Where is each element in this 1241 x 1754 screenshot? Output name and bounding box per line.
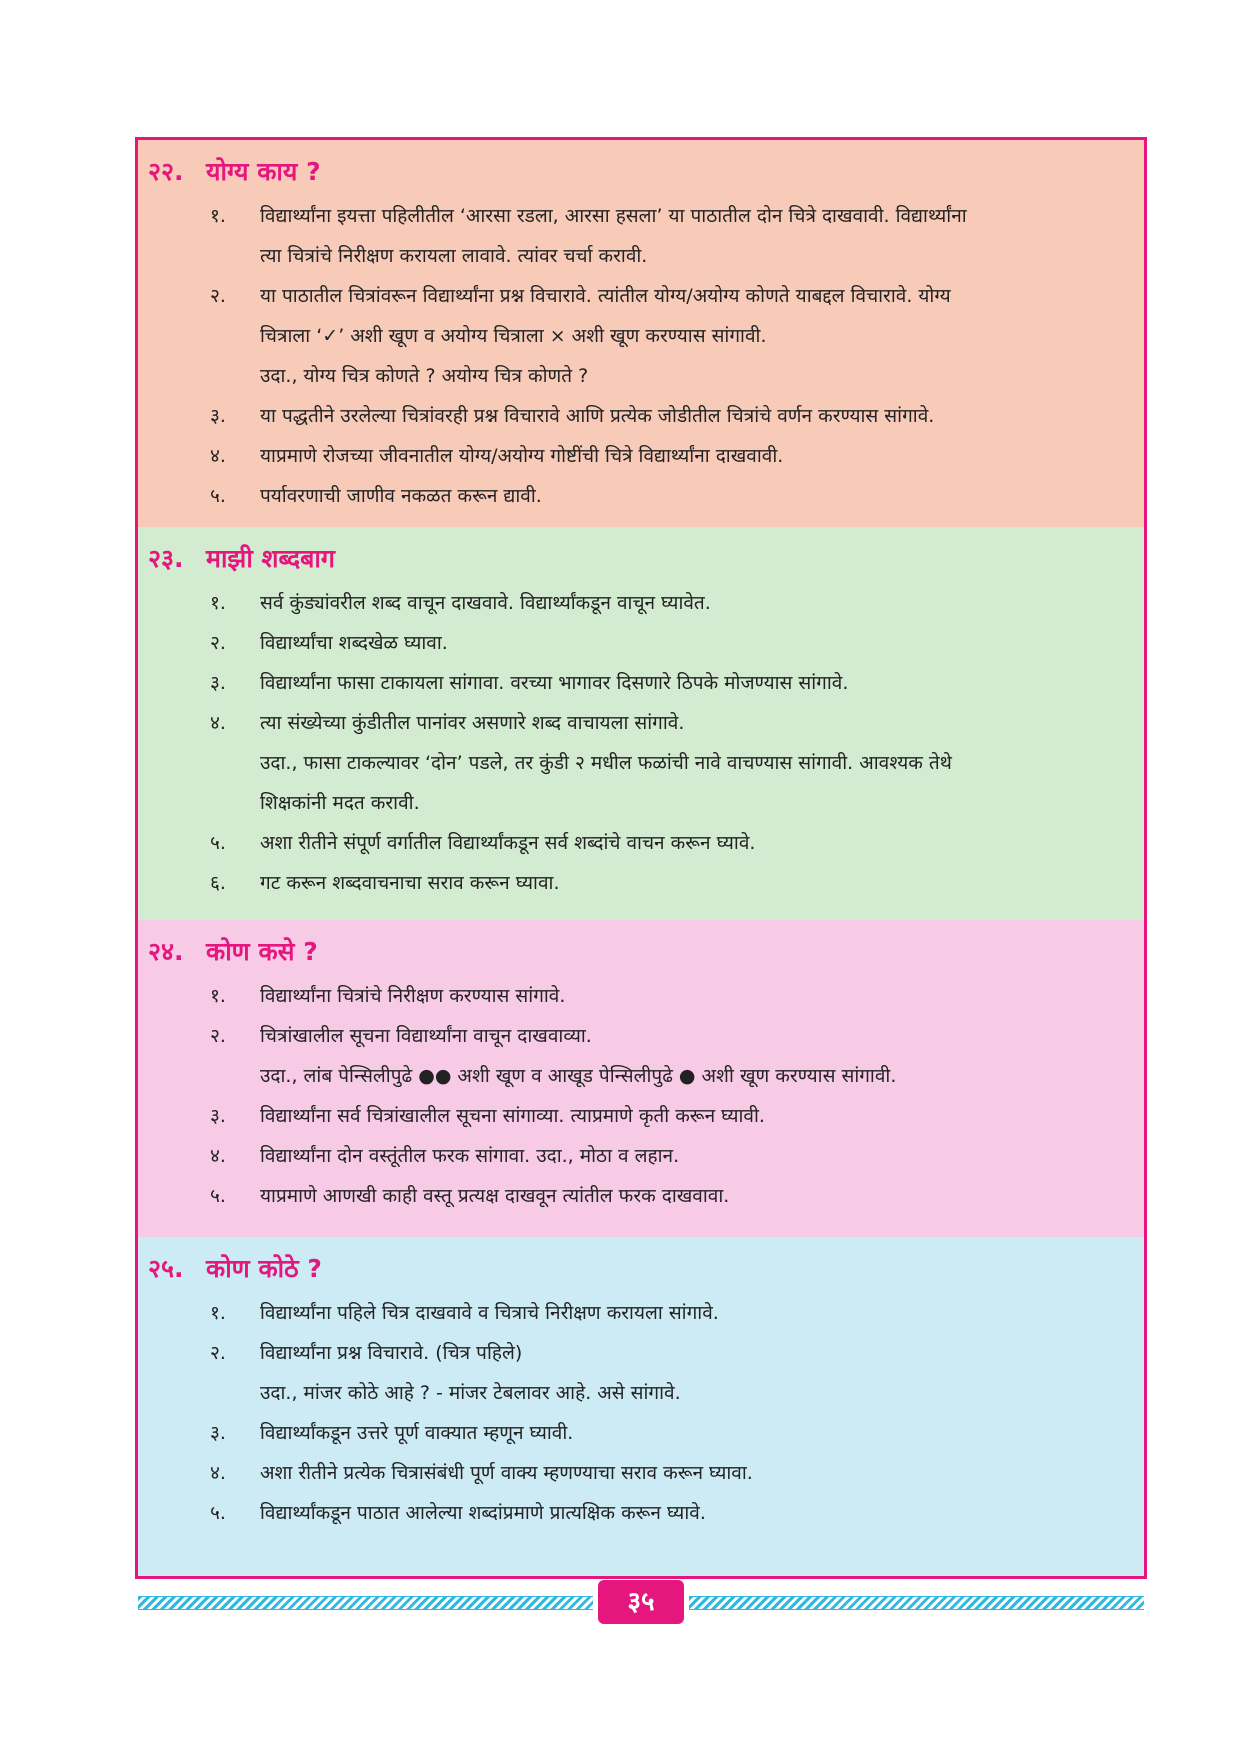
item-text	[260, 663, 1134, 703]
instruction-list	[148, 583, 1134, 903]
item-line: उदा., योग्य चित्र कोणते ? अयोग्य चित्र कोणते ?	[260, 365, 589, 387]
section-number: २५.	[148, 1254, 184, 1283]
list-item	[148, 436, 1134, 476]
section-25	[138, 1237, 1144, 1579]
item-number: २.	[210, 1025, 226, 1047]
item-text	[260, 976, 1134, 1016]
item-number: ३.	[210, 1105, 226, 1127]
list-item	[148, 396, 1134, 436]
item-number: ५.	[210, 1502, 226, 1524]
item-line: विद्यार्थ्यांकडून उत्तरे पूर्ण वाक्यात म्हणून घ्यावी.	[260, 1422, 574, 1444]
section-title: योग्य काय ?	[206, 157, 321, 186]
item-text	[260, 1136, 1134, 1176]
item-number: ६.	[210, 872, 226, 894]
item-line: या पद्धतीने उरलेल्या चित्रांवरही प्रश्न विचारावे आणि प्रत्येक जोडीतील चित्रांचे वर्णन करण्यास सांगावे.	[260, 405, 935, 427]
instruction-list	[148, 196, 1134, 516]
list-item	[148, 823, 1134, 863]
list-item	[148, 583, 1134, 623]
item-line: चित्राला ‘✓’ अशी खूण व अयोग्य चित्राला × अशी खूण करण्यास सांगावी.	[260, 325, 767, 347]
section-number: २३.	[148, 544, 184, 573]
item-number: ४.	[210, 1462, 226, 1484]
item-text	[260, 436, 1134, 476]
list-item	[148, 663, 1134, 703]
item-number: ४.	[210, 445, 226, 467]
item-line: उदा., मांजर कोठे आहे ? - मांजर टेबलावर आहे. असे सांगावे.	[260, 1382, 681, 1404]
item-number: ५.	[210, 832, 226, 854]
item-number: १.	[210, 592, 226, 614]
item-text	[260, 1493, 1134, 1533]
list-item	[148, 1293, 1134, 1333]
section-title: कोण कसे ?	[206, 937, 318, 966]
item-text	[260, 1016, 1134, 1096]
item-text	[260, 863, 1134, 903]
item-number: १.	[210, 985, 226, 1007]
item-text	[260, 703, 1134, 823]
item-line: सर्व कुंड्यांवरील शब्द वाचून दाखवावे. विद्यार्थ्यांकडून वाचून घ्यावेत.	[260, 592, 711, 614]
section-heading	[148, 541, 1134, 577]
content-frame	[135, 137, 1147, 1579]
item-line: चित्रांखालील सूचना विद्यार्थ्यांना वाचून दाखवाव्या.	[260, 1025, 592, 1047]
item-line: गट करून शब्दवाचनाचा सराव करून घ्यावा.	[260, 872, 560, 894]
item-line: त्या चित्रांचे निरीक्षण करायला लावावे. त्यांवर चर्चा करावी.	[260, 245, 648, 267]
section-number: २४.	[148, 937, 184, 966]
item-text	[260, 1096, 1134, 1136]
list-item	[148, 623, 1134, 663]
list-item	[148, 1453, 1134, 1493]
item-text	[260, 1413, 1134, 1453]
item-number: १.	[210, 1302, 226, 1324]
list-item	[148, 703, 1134, 823]
item-text	[260, 1176, 1134, 1216]
item-number: १.	[210, 205, 226, 227]
item-line: विद्यार्थ्यांकडून पाठात आलेल्या शब्दांप्रमाणे प्रात्यक्षिक करून घ्यावे.	[260, 1502, 706, 1524]
list-item	[148, 476, 1134, 516]
item-line: विद्यार्थ्यांचा शब्दखेळ घ्यावा.	[260, 632, 448, 654]
item-line: याप्रमाणे आणखी काही वस्तू प्रत्यक्ष दाखवून त्यांतील फरक दाखवावा.	[260, 1185, 730, 1207]
page-number: ३५	[598, 1580, 684, 1624]
item-text	[260, 476, 1134, 516]
item-line: विद्यार्थ्यांना दोन वस्तूंतील फरक सांगावा. उदा., मोठा व लहान.	[260, 1145, 680, 1167]
item-line: विद्यार्थ्यांना प्रश्न विचारावे. (चित्र पहिले)	[260, 1342, 523, 1364]
item-number: ४.	[210, 712, 226, 734]
section-title: कोण कोठे ?	[206, 1254, 322, 1283]
item-line: उदा., लांब पेन्सिलीपुढे ●● अशी खूण व आखूड पेन्सिलीपुढे ● अशी खूण करण्यास सांगावी.	[260, 1065, 897, 1087]
item-number: २.	[210, 1342, 226, 1364]
list-item	[148, 1136, 1134, 1176]
section-heading	[148, 934, 1134, 970]
footer-band-left	[138, 1596, 593, 1610]
item-line: विद्यार्थ्यांना इयत्ता पहिलीतील ‘आरसा रडला, आरसा हसला’ या पाठातील दोन चित्रे दाखवावी. विद्यार्थ्यांना	[260, 205, 967, 227]
list-item	[148, 976, 1134, 1016]
item-line: विद्यार्थ्यांना सर्व चित्रांखालील सूचना सांगाव्या. त्याप्रमाणे कृती करून घ्यावी.	[260, 1105, 765, 1127]
item-line: विद्यार्थ्यांना पहिले चित्र दाखवावे व चित्राचे निरीक्षण करायला सांगावे.	[260, 1302, 719, 1324]
list-item	[148, 1333, 1134, 1413]
item-line: या पाठातील चित्रांवरून विद्यार्थ्यांना प्रश्न विचारावे. त्यांतील योग्य/अयोग्य कोणते याबद्दल विचारावे. योग्य	[260, 285, 951, 307]
item-text	[260, 276, 1134, 396]
item-number: ४.	[210, 1145, 226, 1167]
item-line: याप्रमाणे रोजच्या जीवनातील योग्य/अयोग्य गोष्टींची चित्रे विद्यार्थ्यांना दाखवावी.	[260, 445, 784, 467]
item-text	[260, 823, 1134, 863]
item-text	[260, 623, 1134, 663]
item-number: ३.	[210, 405, 226, 427]
item-text	[260, 196, 1134, 276]
section-23	[138, 527, 1144, 920]
page-footer	[138, 1588, 1144, 1616]
list-item	[148, 1016, 1134, 1096]
item-line: अशा रीतीने प्रत्येक चित्रासंबंधी पूर्ण वाक्य म्हणण्याचा सराव करून घ्यावा.	[260, 1462, 753, 1484]
item-line: शिक्षकांनी मदत करावी.	[260, 792, 420, 814]
list-item	[148, 196, 1134, 276]
item-number: ३.	[210, 672, 226, 694]
section-heading	[148, 1251, 1134, 1287]
item-text	[260, 1293, 1134, 1333]
item-text	[260, 583, 1134, 623]
item-line: पर्यावरणाची जाणीव नकळत करून द्यावी.	[260, 485, 542, 507]
footer-band-right	[689, 1596, 1144, 1610]
list-item	[148, 1413, 1134, 1453]
item-text	[260, 1453, 1134, 1493]
list-item	[148, 863, 1134, 903]
list-item	[148, 1176, 1134, 1216]
section-heading	[148, 154, 1134, 190]
item-number: ३.	[210, 1422, 226, 1444]
list-item	[148, 276, 1134, 396]
item-line: त्या संख्येच्या कुंडीतील पानांवर असणारे शब्द वाचायला सांगावे.	[260, 712, 685, 734]
item-text	[260, 1333, 1134, 1413]
item-line: उदा., फासा टाकल्यावर ‘दोन’ पडले, तर कुंडी २ मधील फळांची नावे वाचण्यास सांगावी. आवश्यक तेथे	[260, 752, 952, 774]
item-number: ५.	[210, 485, 226, 507]
list-item	[148, 1096, 1134, 1136]
item-number: २.	[210, 632, 226, 654]
item-line: विद्यार्थ्यांना फासा टाकायला सांगावा. वरच्या भागावर दिसणारे ठिपके मोजण्यास सांगावे.	[260, 672, 849, 694]
section-24	[138, 920, 1144, 1237]
item-line: अशा रीतीने संपूर्ण वर्गातील विद्यार्थ्यांकडून सर्व शब्दांचे वाचन करून घ्यावे.	[260, 832, 756, 854]
item-line: विद्यार्थ्यांना चित्रांचे निरीक्षण करण्यास सांगावे.	[260, 985, 566, 1007]
section-22	[138, 140, 1144, 527]
item-number: २.	[210, 285, 226, 307]
list-item	[148, 1493, 1134, 1533]
instruction-list	[148, 976, 1134, 1216]
item-text	[260, 396, 1134, 436]
item-number: ५.	[210, 1185, 226, 1207]
section-number: २२.	[148, 157, 184, 186]
section-title: माझी शब्दबाग	[206, 544, 335, 573]
instruction-list	[148, 1293, 1134, 1533]
